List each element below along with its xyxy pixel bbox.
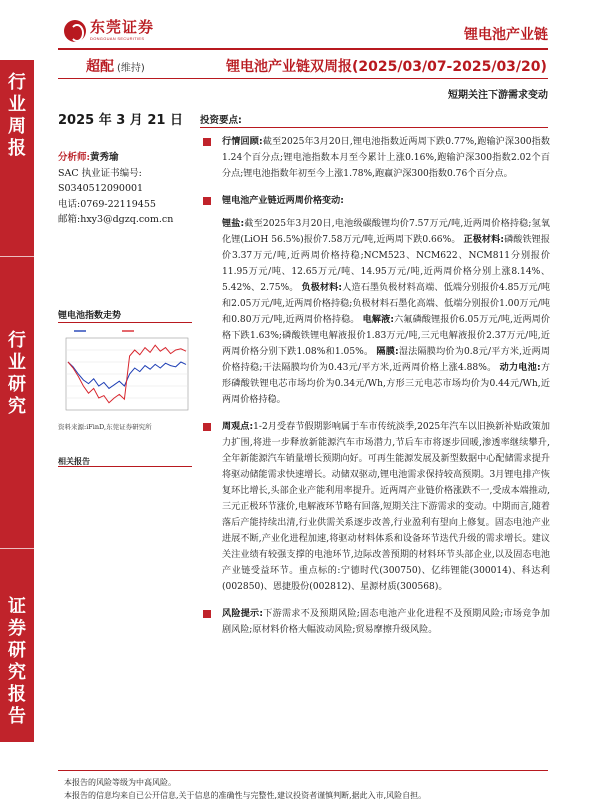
anode-text: 人造石墨负极材料高端、低端分别报价4.85万元/吨和2.05万元/吨,近两周价格持稳;负极材料石墨化高端、低端分别报价1.00万元/吨和0.80万元/吨,近两周价格持稳。 — [222, 283, 551, 325]
key-points-title: 投资要点: — [200, 115, 242, 126]
report-subtitle: 短期关注下游需求变动 — [448, 90, 548, 101]
report-date: 2025 年 3 月 21 日 — [58, 113, 183, 128]
key-points-divider — [200, 127, 548, 128]
side-band — [0, 60, 34, 742]
footer — [64, 776, 426, 800]
separator-label: 隔膜: — [376, 347, 399, 357]
side-label-weekly — [0, 72, 34, 160]
footer-risk-level: 本报告的风险等级为中高风险。 — [64, 778, 176, 787]
side-label-research — [0, 330, 34, 418]
side-label-text: 行业周报 — [8, 72, 26, 159]
footer-divider — [58, 770, 548, 771]
rating-note: (维持) — [117, 63, 145, 74]
side-label-text: 证券研究报告 — [8, 596, 26, 727]
side-divider — [0, 548, 34, 549]
company-logo — [64, 18, 154, 42]
logo-en-text: DONGGUAN SECURITIES — [90, 36, 145, 41]
chart-title: 锂电池指数走势 — [58, 311, 122, 321]
key-points-body — [200, 134, 550, 649]
weekly-view-label: 周观点: — [222, 422, 254, 432]
market-review-label: 行情回顾: — [222, 137, 263, 147]
cell-label: 动力电池: — [499, 363, 541, 373]
cathode-label: 正极材料: — [463, 235, 504, 245]
analyst-info — [58, 150, 173, 228]
side-label-report — [0, 596, 34, 728]
related-divider — [58, 466, 192, 467]
footer-disclaimer: 本报告的信息均来自已公开信息,关于信息的准确性与完整性,建议投资者谨慎判断,据此入市,风险自担。 — [64, 791, 427, 800]
price-change-title: 锂电池产业链近两周价格变动: — [200, 193, 550, 209]
weekly-view — [200, 419, 550, 595]
risk-text: 下游需求不及预期风险;固态电池产业化进程不及预期风险;市场竞争加剧风险;原材料价格大幅波动风险;贸易摩擦升级风险。 — [222, 609, 550, 635]
analyst-name: 黄秀瑜 — [90, 152, 119, 163]
index-chart — [58, 324, 192, 420]
side-label-text: 行业研究 — [8, 330, 26, 417]
market-review — [200, 134, 550, 182]
price-details — [200, 216, 550, 408]
risk-label: 风险提示: — [222, 609, 264, 619]
market-review-text: 截至2025年3月20日,锂电池指数近两周下跌0.77%,跑输沪深300指数1.24个百分点;锂电池指数本月至今累计上涨0.16%,跑输沪深300指数2.02个百分点;锂电池指数年初至今上涨1.78%,跑赢沪深300指数0.76个百分点。 — [222, 137, 550, 179]
logo-cn-text: 东莞证券 — [90, 18, 155, 36]
sector-name: 锂电池产业链 — [464, 27, 548, 43]
lithium-text: 截至2025年3月20日,电池级碳酸锂均价7.57万元/吨,近两周价格持稳;氢氧化锂(LiOH 56.5%)报价7.58万元/吨,近两周下跌0.66%。 — [222, 219, 550, 245]
title-divider — [58, 78, 548, 79]
cert-number: S0340512090001 — [58, 183, 144, 194]
cathode-text: 磷酸铁锂报价3.37万元/吨,近两周价格持稳;NCM523、NCM622、NCM811分别报价11.95万元/吨、12.65万元/吨、14.95万元/吨,近两周价格分别上涨8.14%、5.42%、2.75%。 — [222, 235, 550, 293]
side-divider — [0, 256, 34, 257]
report-title: 锂电池产业链双周报(2025/03/07-2025/03/20) — [226, 59, 547, 75]
chart-divider — [58, 322, 192, 323]
analyst-phone: 电话:0769-22119455 — [58, 198, 156, 210]
rating — [86, 56, 145, 76]
logo-icon — [64, 20, 86, 42]
header-divider — [58, 48, 548, 50]
chart-source: 资料来源:iFinD,东莞证券研究所 — [58, 423, 152, 431]
lithium-label: 锂盐: — [222, 219, 245, 229]
risk-warning — [200, 606, 550, 638]
cert-label: SAC 执业证书编号: — [58, 167, 142, 179]
related-reports-title: 相关报告 — [58, 457, 90, 466]
separator-text: 湿法隔膜均价为0.8元/平方米,近两周价格持稳;干法隔膜均价为0.43元/平方米,近两周价格上涨4.88%。 — [222, 347, 550, 373]
rating-value: 超配 — [86, 59, 114, 75]
weekly-view-text: 1-2月受春节假期影响属于车市传统淡季,2025年汽车以旧换新补贴政策加力扩围,将进一步释放新能源汽车市场潜力,节后车市将逐步回暖,渗透率继续攀升,全年新能源汽车销量增长预期向好。可再生能源发展及新型数据中心配储需求提升将驱动储能需求快速增长。动储双驱动,锂电池需求保持较高预期。3月锂电排产恢复环比增长,头部企业产能利用率提升。近两周产业链价格涨跌不一,受成本端推动,三元正极环节涨价,电解液环节略有回落,短期关注下游需求的变动。中期而言,随着落后产能持续出清,行业供需关系逐步改善,行业盈利有望向上修复。固态电池产业进展不断,产业化进程加速,将驱动材料体系和设备环节迭代升级的需求增长。建议关注业绩有较强支撑的电池环节,边际改善预期的材料环节头部企业,以及固态电池产业链受益环节。重点标的:宁德时代(300750)、亿纬锂能(300014)、科达利(002850)、恩捷股份(002812)、星源材质(300568)。 — [222, 422, 550, 592]
electrolyte-label: 电解液: — [362, 315, 394, 325]
analyst-email[interactable]: 邮箱:hxy3@dgzq.com.cn — [58, 214, 174, 225]
cell-text: 方形磷酸铁锂电芯市场均价为0.34元/Wh,方形三元电芯市场均价为0.44元/Wh,近两周价格持稳。 — [222, 363, 550, 405]
electrolyte-text: 六氟磷酸锂报价6.05万元/吨,近两周价格下跌1.63%;磷酸铁锂电解液报价1.83万元/吨,三元电解液报价2.37万元/吨,近两周价格分别下跌1.08%和1.05%。 — [222, 315, 551, 357]
analyst-label: 分析师: — [58, 152, 91, 163]
analyst-name-line — [58, 150, 173, 166]
anode-label: 负极材料: — [301, 283, 343, 293]
